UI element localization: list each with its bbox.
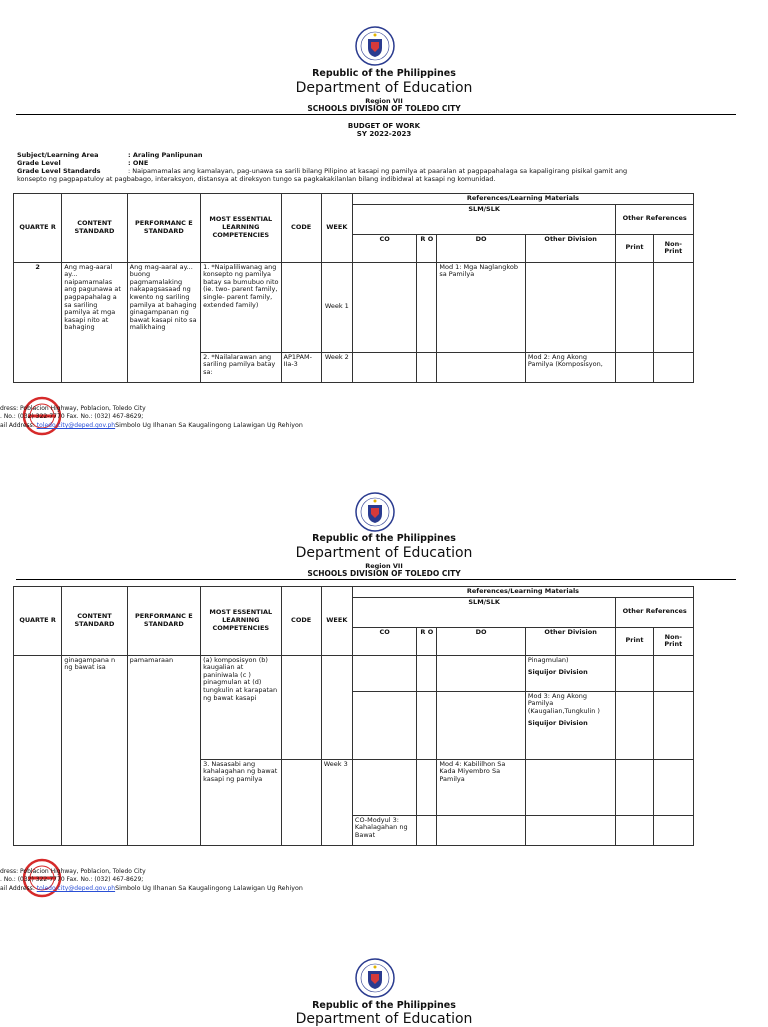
standards-value: : Naipamamalas ang kamalayan, pag-unawa sa sarili bilang Pilipino at kasapi ng pamilya at paaralan at pagpapahalaga sa kapaligirang pisikal gamit ang	[128, 167, 628, 175]
week-cell: Week 1	[321, 262, 352, 352]
co-cell	[352, 691, 416, 759]
other-division-cell: Mod 2: Ang Akong Pamilya (Komposisyon,	[525, 352, 616, 382]
standards-continuation: konsepto ng pagpapatuloy at pagbabago, interaksyon, distansya at direksyon tungo sa pagkakakilanlan bilang indibidwal at kasapi ng komunidad.	[17, 175, 496, 183]
do-cell: Mod 1: Mga Naglangkob sa Pamilya	[437, 262, 526, 352]
footer-email-link[interactable]: toledo.city@deped.gov.ph	[36, 884, 116, 892]
do-cell: Mod 4: Kabililhon Sa Kada Miyembro Sa Pamilya	[437, 759, 526, 815]
division-heading: SCHOOLS DIVISION OF TOLEDO CITY	[307, 104, 461, 113]
header-rule	[16, 579, 736, 580]
header-other-references: Other References	[616, 597, 694, 627]
ro-cell	[417, 655, 437, 691]
melc-cell: 2. *Nailalarawan ang sariling pamilya batay sa:	[201, 352, 281, 382]
division-heading: SCHOOLS DIVISION OF TOLEDO CITY	[307, 569, 461, 578]
footer-page2	[0, 868, 600, 893]
ro-cell	[417, 691, 437, 759]
department-heading: Department of Education	[295, 80, 473, 96]
header-quarter: QUARTE R	[14, 587, 62, 656]
header-week: WEEK	[321, 587, 352, 656]
co-cell	[352, 655, 416, 691]
performance-standard-cell: pamamaraan	[127, 655, 200, 845]
code-cell	[281, 655, 321, 759]
co-cell	[352, 759, 416, 815]
code-cell	[281, 262, 321, 352]
header-code: CODE	[281, 194, 321, 263]
header-code: CODE	[281, 587, 321, 656]
week-cell: Week 3	[321, 759, 352, 845]
header-performance-standard: PERFORMANC E STANDARD	[127, 194, 200, 263]
region-heading: Region VII	[365, 97, 403, 105]
quarter-cell: 2	[14, 262, 62, 382]
header-other-references: Other References	[616, 204, 694, 234]
print-cell	[616, 815, 653, 845]
subject-label: Subject/Learning Area	[17, 151, 99, 159]
print-cell	[616, 352, 653, 382]
header-slm: SLM/SLK	[352, 597, 615, 627]
republic-heading: Republic of the Philippines	[312, 1000, 456, 1011]
republic-heading: Republic of the Philippines	[312, 533, 456, 544]
do-cell	[437, 691, 526, 759]
footer-motto: Simbolo Ug Ilhanan Sa Kaugalingong Lalawigan Ug Rehiyon	[115, 421, 303, 429]
header-do: DO	[437, 627, 526, 655]
quarter-cell	[14, 655, 62, 845]
performance-standard-cell: Ang mag-aaral ay... buong pagmamalaking nakapagsasaad ng kwento ng sariling pamilya at bahaging ginagampanan ng bawat kasapi nito sa malikhaing	[127, 262, 200, 382]
other-division-cell	[525, 691, 616, 759]
deped-seal-icon	[355, 26, 395, 66]
print-cell	[616, 691, 653, 759]
footer-email-label: ail Address:	[0, 884, 37, 892]
nonprint-cell	[653, 352, 693, 382]
other-division-cell	[525, 815, 616, 845]
header-print: Print	[616, 627, 653, 655]
header-nonprint: Non- Print	[653, 627, 693, 655]
header-ro: R O	[417, 234, 437, 262]
header-other-division: Other Division	[525, 627, 616, 655]
melc-cell: 1. *Naipaliliwanag ang konsepto ng pamilya batay sa bumubuo nito (ie. two- parent family, single- parent family, extended family)	[201, 262, 281, 352]
footer-motto: Simbolo Ug Ilhanan Sa Kaugalingong Lalawigan Ug Rehiyon	[115, 884, 303, 892]
other-division-cell	[525, 759, 616, 815]
nonprint-cell	[653, 691, 693, 759]
ro-cell	[417, 262, 437, 352]
week-cell	[321, 655, 352, 759]
header-melc: MOST ESSENTIAL LEARNING COMPETENCIES	[201, 587, 281, 656]
header-do: DO	[437, 234, 526, 262]
header-co: CO	[352, 234, 416, 262]
header-ro: R O	[417, 627, 437, 655]
doc-title: BUDGET OF WORK	[347, 122, 421, 130]
ro-cell	[417, 352, 437, 382]
do-cell	[437, 352, 526, 382]
footer-email-link[interactable]: toledo.city@deped.gov.ph	[36, 421, 116, 429]
department-heading: Department of Education	[295, 545, 473, 561]
footer-email-line	[0, 422, 600, 430]
header-slm: SLM/SLK	[352, 204, 615, 234]
header-references: References/Learning Materials	[352, 194, 693, 205]
header-rule	[16, 114, 736, 115]
siquijor-division-label: Siquijor Division	[527, 719, 588, 728]
code-cell: AP1PAM- IIa-3	[281, 352, 321, 382]
melc-cell: (a) komposisyon (b) kaugalian at paniniwala (c ) pinagmulan at (d) tungkulin at karapatan ng bawat kasapi	[201, 655, 281, 759]
budget-table-page1	[13, 193, 694, 383]
header-performance-standard: PERFORMANC E STANDARD	[127, 587, 200, 656]
ro-cell	[417, 759, 437, 815]
header-print: Print	[616, 234, 653, 262]
nonprint-cell	[653, 262, 693, 352]
co-cell	[352, 352, 416, 382]
ro-cell	[417, 815, 437, 845]
header-quarter: QUARTE R	[14, 194, 62, 263]
footer-address: dress: Poblacion Highway, Poblacion, Toledo City	[0, 405, 146, 412]
other-division-text: Mod 3: Ang Akong Pamilya (Kaugalian,Tungkulin )	[527, 691, 600, 715]
footer-page1	[0, 405, 600, 430]
deped-seal-icon	[355, 958, 395, 998]
deped-seal-icon	[355, 492, 395, 532]
footer-email-label: ail Address:	[0, 421, 37, 429]
region-heading: Region VII	[365, 562, 403, 570]
header-week: WEEK	[321, 194, 352, 263]
budget-table-page2	[13, 586, 694, 846]
header-nonprint: Non- Print	[653, 234, 693, 262]
department-heading: Department of Education	[295, 1011, 473, 1027]
other-division-cell	[525, 655, 616, 691]
nonprint-cell	[653, 759, 693, 815]
nonprint-cell	[653, 655, 693, 691]
standards-label: Grade Level Standards	[17, 167, 101, 175]
do-cell	[437, 655, 526, 691]
week-cell: Week 2	[321, 352, 352, 382]
other-division-text: Pinagmulan)	[527, 655, 569, 664]
header-content-standard: CONTENT STANDARD	[62, 194, 127, 263]
print-cell	[616, 655, 653, 691]
header-other-division: Other Division	[525, 234, 616, 262]
header-references: References/Learning Materials	[352, 587, 693, 598]
header-co: CO	[352, 627, 416, 655]
other-division-cell	[525, 262, 616, 352]
republic-heading: Republic of the Philippines	[312, 68, 456, 79]
content-standard-cell: ginagampana n ng bawat isa	[62, 655, 127, 845]
school-year: SY 2022-2023	[356, 130, 412, 138]
code-cell	[281, 759, 321, 845]
print-cell	[616, 262, 653, 352]
header-melc: MOST ESSENTIAL LEARNING COMPETENCIES	[201, 194, 281, 263]
nonprint-cell	[653, 815, 693, 845]
footer-phone: . No.: (032) 322-7770 Fax. No.: (032) 467-8629;	[0, 413, 144, 421]
do-cell	[437, 815, 526, 845]
grade-label: Grade Level	[17, 159, 61, 167]
melc-cell: 3. Nasasabi ang kahalagahan ng bawat kasapi ng pamilya	[201, 759, 281, 845]
footer-email-line	[0, 885, 600, 893]
subject-value: : Araling Panlipunan	[128, 151, 203, 159]
print-cell	[616, 759, 653, 815]
footer-address: dress: Poblacion Highway, Poblacion, Toledo City	[0, 868, 146, 875]
grade-value: : ONE	[128, 159, 149, 167]
footer-phone: . No.: (032) 322-7770 Fax. No.: (032) 467-8629;	[0, 876, 144, 884]
content-standard-cell: Ang mag-aaral ay... naipamamalas ang pagunawa at pagpapahalag a sa sariling pamilya at mga kasapi nito at bahaging	[62, 262, 127, 382]
co-cell	[352, 262, 416, 352]
co-cell: CO-Modyul 3: Kahalagahan ng Bawat	[352, 815, 416, 845]
header-content-standard: CONTENT STANDARD	[62, 587, 127, 656]
siquijor-division-label: Siquijor Division	[527, 668, 588, 677]
